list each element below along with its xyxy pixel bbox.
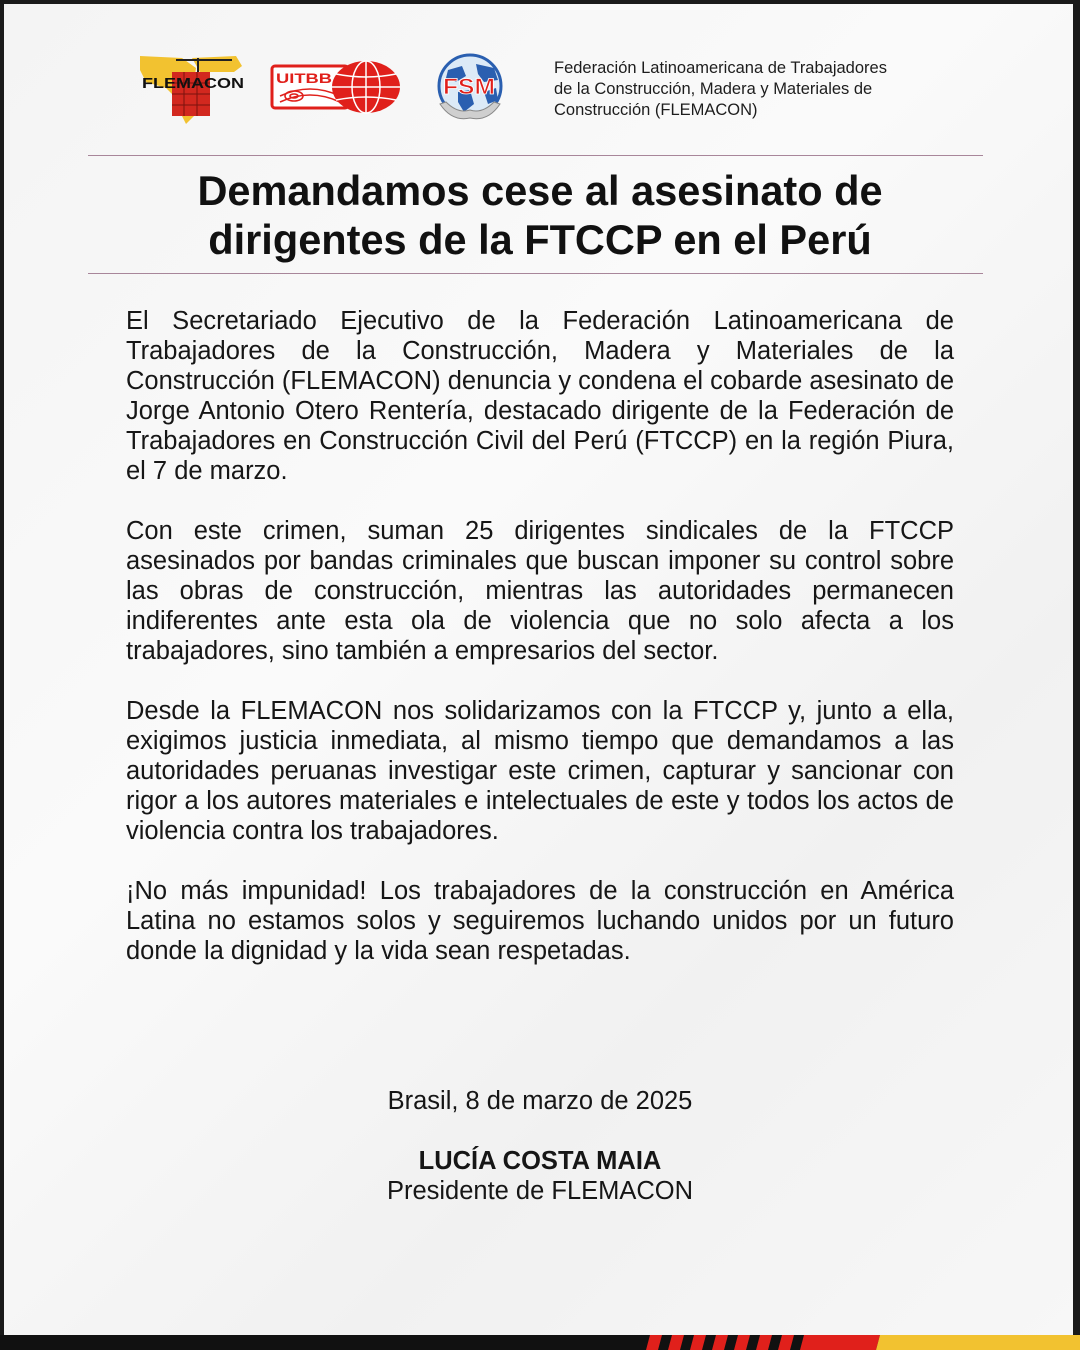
footer-stripes	[0, 1335, 1080, 1350]
flemacon-logo-text: FLEMACON	[142, 75, 244, 92]
fsm-logo-text: FSM	[443, 74, 495, 99]
org-name-line: de la Construcción, Madera y Materiales de	[554, 80, 873, 98]
fsm-logo	[422, 52, 518, 126]
page-title	[88, 166, 992, 264]
uitbb-logo	[270, 58, 404, 116]
paragraph: ¡No más impunidad! Los trabajadores de la construcción en América Latina no estamos solos y seguiremos luchando unidos por un futuro donde la dignidad y la vida sean respetadas.	[126, 877, 954, 965]
signatory-role: Presidente de FLEMACON	[386, 1177, 694, 1205]
title-line: dirigentes de la FTCCP en el Perú	[208, 216, 872, 263]
organization-name	[554, 58, 974, 121]
uitbb-logo-text: UITBB	[276, 70, 332, 86]
title-top-divider	[88, 155, 983, 156]
flemacon-logo	[136, 52, 248, 126]
org-name-line: Federación Latinoamericana de Trabajadores	[554, 59, 887, 77]
title-bottom-divider	[88, 273, 983, 274]
org-name-line: Construcción (FLEMACON)	[554, 101, 758, 119]
footer-strip	[0, 1335, 1080, 1350]
paragraph: Desde la FLEMACON nos solidarizamos con la FTCCP y, junto a ella, exigimos justicia inmediata, al mismo tiempo que demandamos a las autoridades peruanas investigar este crimen, capturar y sancionar con rigor a los autores materiales e intelectuales de este y todos los actos de violencia contra los trabajadores.	[126, 697, 954, 845]
place-date: Brasil, 8 de marzo de 2025	[387, 1087, 693, 1115]
paragraph: El Secretariado Ejecutivo de la Federación Latinoamericana de Trabajadores de la Construcción, Madera y Materiales de la Construcción (FLEMACON) denuncia y condena el cobarde asesinato de Jorge Antonio Otero Rentería, destacado dirigente de la Federación de Trabajadores en Construcción Civil del Perú (FTCCP) en la región Piura, el 7 de marzo.	[126, 307, 954, 485]
signatory-name: LUCÍA COSTA MAIA	[418, 1147, 662, 1175]
title-line: Demandamos cese al asesinato de	[197, 167, 883, 214]
statement-body	[126, 306, 954, 996]
paragraph: Con este crimen, suman 25 dirigentes sindicales de la FTCCP asesinados por bandas criminales que buscan imponer su control sobre las obras de construcción, mientras las autoridades permanecen indiferentes ante esta ola de violencia que no solo afecta a los trabajadores, sino también a empresarios del sector.	[126, 517, 954, 665]
